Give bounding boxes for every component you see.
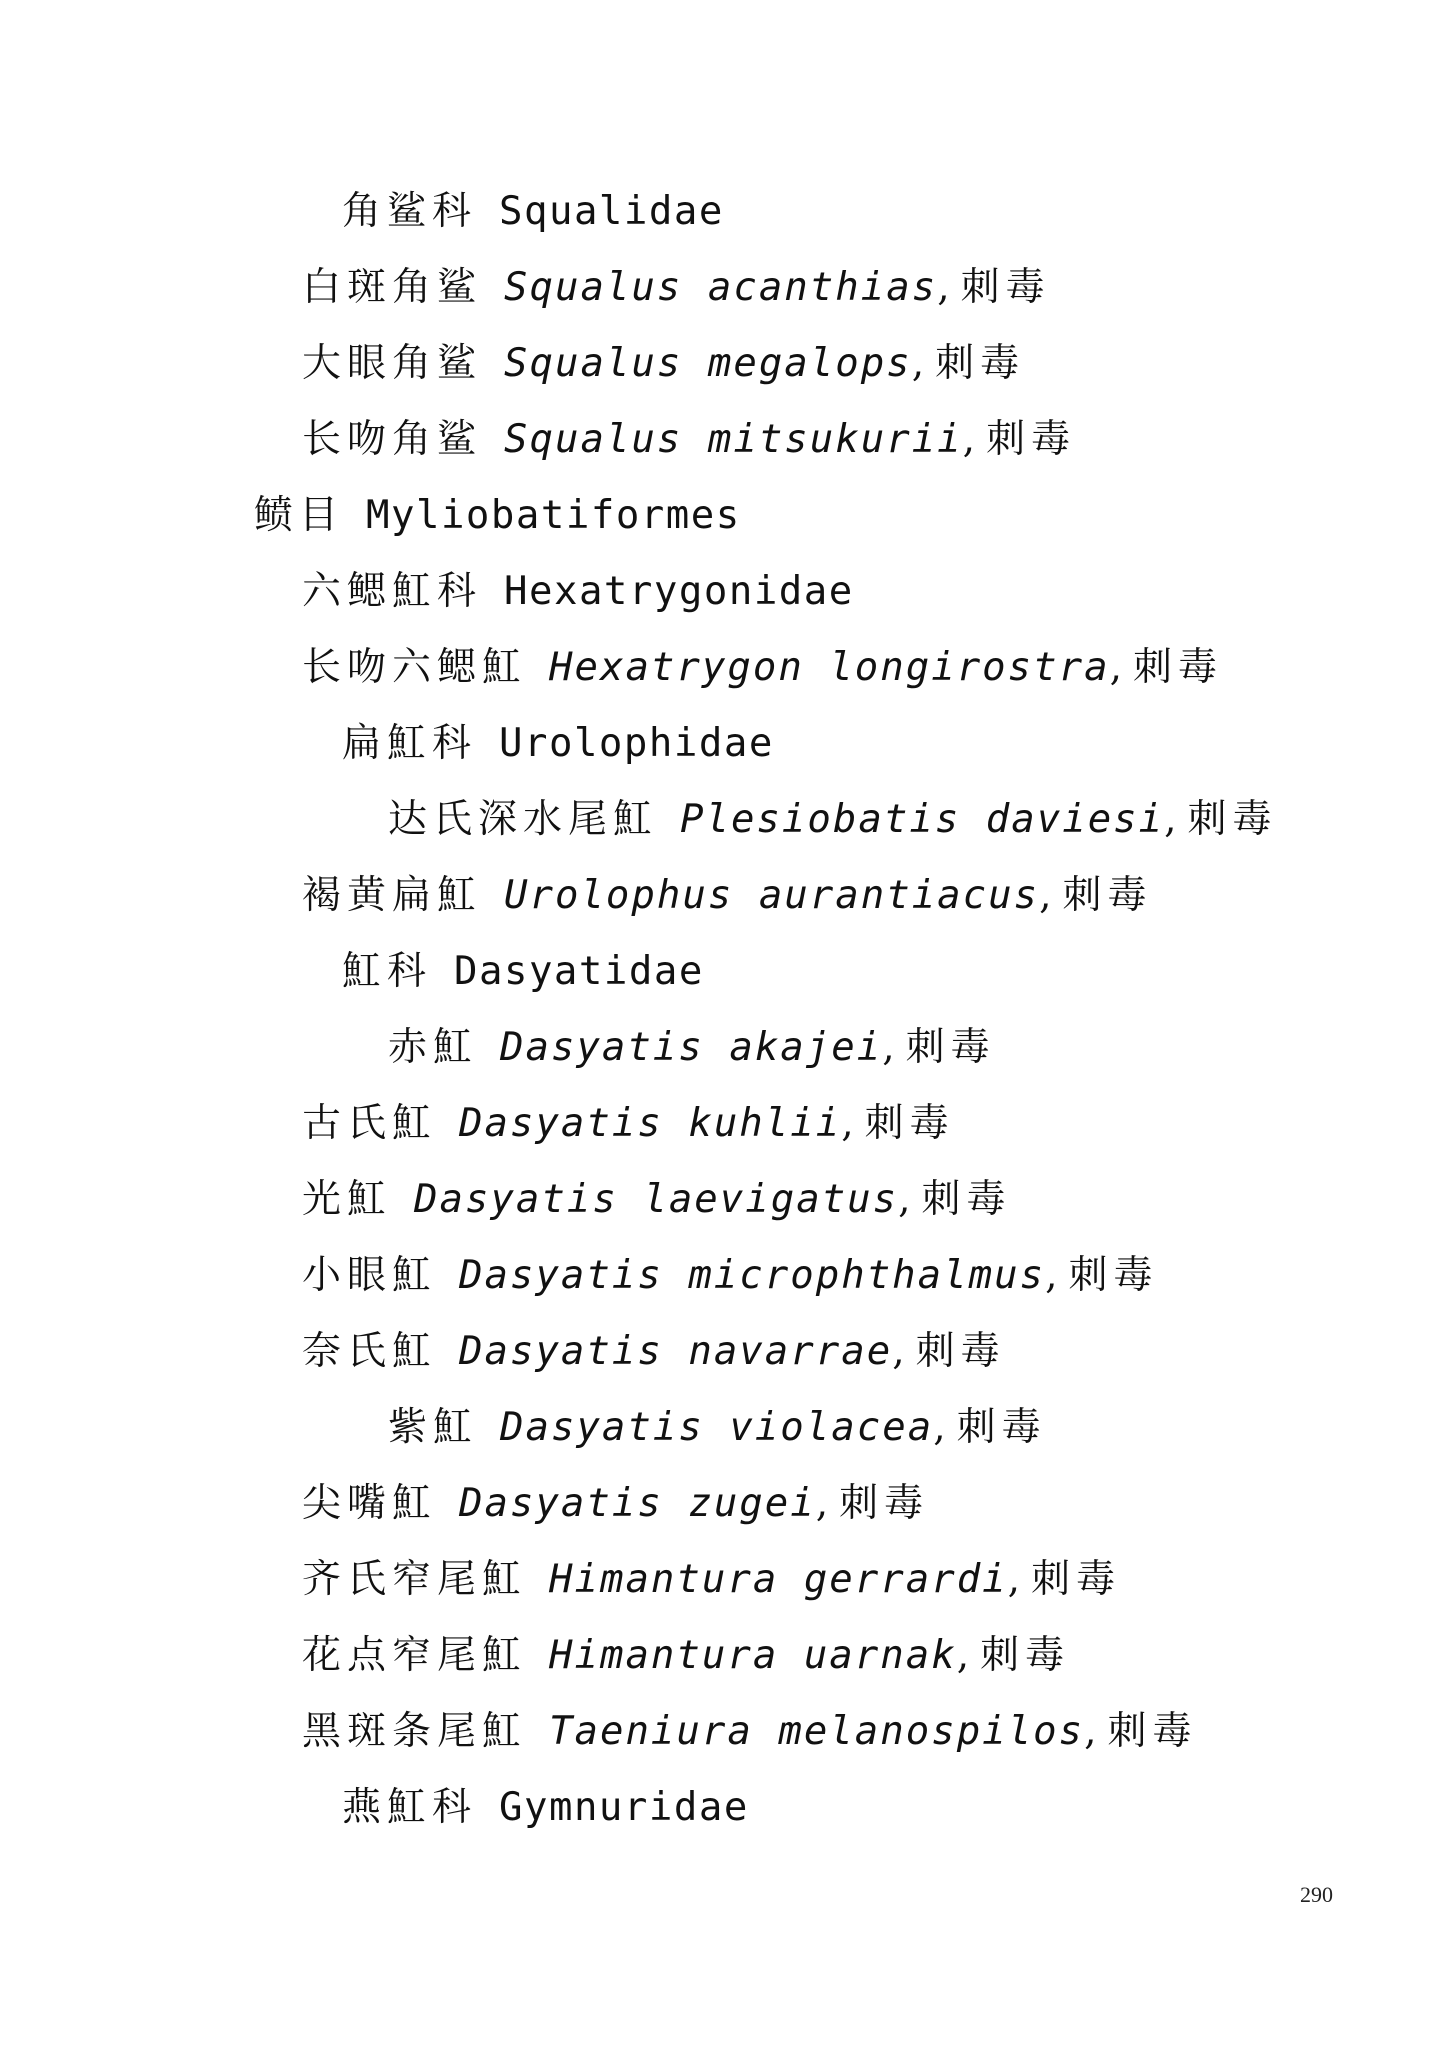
latin-name: Myliobatiformes [366, 493, 741, 538]
separator: , [962, 417, 977, 462]
chinese-name: 赤魟 [388, 1025, 479, 1070]
chinese-name: 角鲨科 [342, 189, 478, 234]
separator: , [1164, 797, 1178, 842]
scientific-name: Hexatrygon longirostra [549, 645, 1110, 690]
toxicity-note: 刺毒 [905, 1025, 996, 1070]
species-entry [302, 1618, 1070, 1694]
scientific-name: Himantura gerrardi [549, 1557, 1008, 1602]
chinese-name: 白斑角鲨 [302, 265, 483, 310]
toxicity-note: 刺毒 [986, 417, 1077, 462]
species-entry [302, 326, 1025, 402]
chinese-name: 达氏深水尾魟 [388, 797, 659, 842]
latin-name: Dasyatidae [454, 949, 704, 994]
toxicity-note: 刺毒 [1031, 1557, 1122, 1602]
species-entry [302, 402, 1076, 478]
species-entry [388, 782, 1278, 858]
chinese-name: 古氏魟 [302, 1101, 438, 1146]
separator: , [933, 1405, 947, 1450]
species-entry [302, 1314, 1006, 1390]
toxicity-note: 刺毒 [1107, 1709, 1198, 1754]
separator: , [1109, 645, 1123, 690]
chinese-name: 燕魟科 [342, 1785, 478, 1830]
species-entry [302, 1466, 929, 1542]
separator: , [882, 1025, 896, 1070]
order-heading [254, 478, 741, 554]
toxicity-note: 刺毒 [839, 1481, 930, 1526]
family-heading [302, 554, 854, 630]
scientific-name: Himantura uarnak [549, 1633, 957, 1678]
chinese-name: 花点窄尾魟 [302, 1633, 528, 1678]
separator: , [815, 1481, 830, 1526]
toxicity-note: 刺毒 [1132, 645, 1223, 690]
species-entry [302, 858, 1153, 934]
toxicity-note: 刺毒 [956, 1405, 1047, 1450]
scientific-name: Dasyatis navarrae [459, 1329, 893, 1374]
species-entry [388, 1390, 1047, 1466]
chinese-name: 六鳃魟科 [302, 569, 483, 614]
scientific-name: Dasyatis zugei [459, 1481, 816, 1526]
toxicity-note: 刺毒 [935, 341, 1026, 386]
family-heading [342, 1770, 749, 1846]
family-heading [342, 934, 704, 1010]
toxicity-note: 刺毒 [921, 1177, 1012, 1222]
separator: , [911, 341, 926, 386]
separator: , [898, 1177, 912, 1222]
chinese-name: 尖嘴魟 [302, 1481, 438, 1526]
species-entry [302, 1542, 1121, 1618]
species-entry [302, 1694, 1198, 1770]
separator: , [937, 265, 951, 310]
page-number: 290 [1300, 1882, 1333, 1907]
family-heading [342, 706, 774, 782]
scientific-name: Squalus acanthias [504, 265, 938, 310]
scientific-name: Squalus mitsukurii [504, 417, 963, 462]
toxicity-note: 刺毒 [864, 1101, 955, 1146]
chinese-name: 长吻角鲨 [302, 417, 483, 462]
separator: , [1045, 1253, 1059, 1298]
chinese-name: 光魟 [302, 1177, 393, 1222]
chinese-name: 奈氏魟 [302, 1329, 438, 1374]
latin-name: Urolophidae [499, 721, 774, 766]
toxicity-note: 刺毒 [1062, 873, 1153, 918]
species-entry [302, 1086, 955, 1162]
chinese-name: 紫魟 [388, 1405, 479, 1450]
species-entry [388, 1010, 996, 1086]
scientific-name: Dasyatis akajei [500, 1025, 883, 1070]
chinese-name: 鲼目 [254, 493, 345, 538]
scientific-name: Dasyatis kuhlii [459, 1101, 842, 1146]
species-entry [302, 630, 1223, 706]
toxicity-note: 刺毒 [915, 1329, 1006, 1374]
toxicity-note: 刺毒 [960, 265, 1051, 310]
chinese-name: 小眼魟 [302, 1253, 438, 1298]
species-entry [302, 1162, 1012, 1238]
chinese-name: 长吻六鳃魟 [302, 645, 528, 690]
separator: , [841, 1101, 855, 1146]
chinese-name: 黑斑条尾魟 [302, 1709, 528, 1754]
family-heading [342, 174, 724, 250]
toxicity-note: 刺毒 [980, 1633, 1071, 1678]
chinese-name: 扁魟科 [342, 721, 478, 766]
chinese-name: 大眼角鲨 [302, 341, 483, 386]
latin-name: Hexatrygonidae [504, 569, 854, 614]
toxicity-note: 刺毒 [1187, 797, 1278, 842]
species-entry [302, 1238, 1158, 1314]
scientific-name: Plesiobatis daviesi [680, 797, 1165, 842]
scientific-name: Dasyatis laevigatus [414, 1177, 899, 1222]
separator: , [892, 1329, 906, 1374]
scientific-name: Dasyatis violacea [500, 1405, 934, 1450]
chinese-name: 褐黄扁魟 [302, 873, 483, 918]
separator: , [1039, 873, 1053, 918]
scientific-name: Urolophus aurantiacus [504, 873, 1040, 918]
scientific-name: Dasyatis microphthalmus [459, 1253, 1046, 1298]
latin-name: Squalidae [499, 189, 724, 234]
separator: , [1007, 1557, 1022, 1602]
toxicity-note: 刺毒 [1068, 1253, 1159, 1298]
latin-name: Gymnuridae [499, 1785, 749, 1830]
separator: , [956, 1633, 971, 1678]
species-entry [302, 250, 1051, 326]
chinese-name: 齐氏窄尾魟 [302, 1557, 528, 1602]
scientific-name: Squalus megalops [504, 341, 912, 386]
separator: , [1084, 1709, 1098, 1754]
scientific-name: Taeniura melanospilos [549, 1709, 1085, 1754]
chinese-name: 魟科 [342, 949, 433, 994]
